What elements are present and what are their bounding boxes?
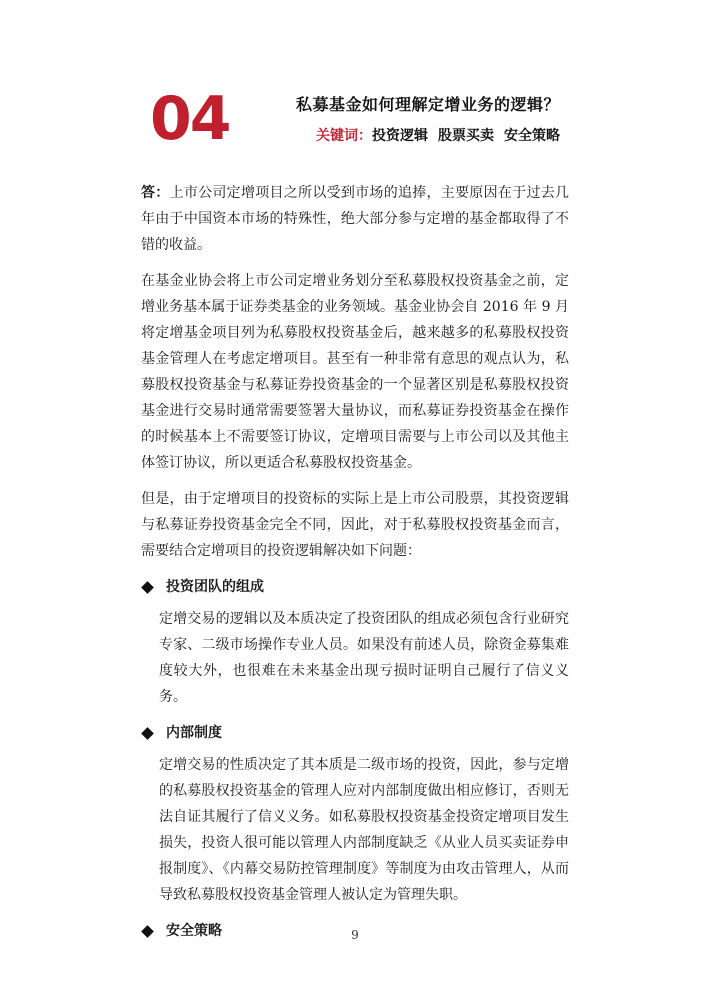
section-title: 投资团队的组成 — [166, 579, 264, 595]
keyword-1: 投资逻辑 — [372, 128, 428, 144]
section-text-team: 定增交易的逻辑以及本质决定了投资团队的组成必须包含行业研究专家、二级市场操作专业人员。如果没有前述人员，除资金募集难度较大外，也很难在未来基金出现亏损时证明自己履行了信义义务。 — [159, 611, 569, 705]
answer-paragraph — [141, 180, 569, 258]
section-title: 安全策略 — [166, 923, 222, 939]
page-number: 9 — [351, 928, 359, 942]
section-heading-internal-rules — [141, 720, 569, 746]
heading-block — [296, 94, 560, 146]
keywords-line — [296, 126, 560, 146]
answer-label: 答： — [141, 185, 170, 201]
chapter-number: 04 — [150, 84, 230, 154]
diamond-bullet-icon — [141, 727, 154, 740]
section-text-internal-rules: 定增交易的性质决定了其本质是二级市场的投资，因此，参与定增的私募股权投资基金的管理人应对内部制度做出相应修订，否则无法自证其履行了信义义务。如私募股权投资基金投资定增项目发生损失，投资人很可能以管理人内部制度缺乏《从业人员买卖证券申报制度》、《内幕交易防控管理制度》等制度为由攻击管理人，从而导致私募股权投资基金管理人被认定为管理失职。 — [159, 757, 569, 903]
paragraph-3: 但是，由于定增项目的投资标的实际上是上市公司股票，其投资逻辑与私募证券投资基金完全不同，因此，对于私募股权投资基金而言，需要结合定增项目的投资逻辑解决如下问题： — [141, 491, 569, 559]
section-title: 内部制度 — [166, 725, 222, 741]
keywords-label: 关键词： — [316, 128, 372, 144]
paragraph-2: 在基金业协会将上市公司定增业务划分至私募股权投资基金之前，定增业务基本属于证券类基金的业务领域。基金业协会自 2016 年 9 月将定增基金项目列为私募股权投资基金后，越来越多的私募股权投资基金管理人在考虑定增项目。甚至有一种非常有意思的观点认为，私募股权投资基金与私募证券投资基金的一个显著区别是私募股权投资基金进行交易时通常需要签署大量协议，而私募证券投资基金在操作的时候基本上不需要签订协议，定增项目需要与上市公司以及其他主体签订协议，所以更适合私募股权投资基金。 — [141, 273, 569, 471]
keyword-3: 安全策略 — [504, 128, 560, 144]
diamond-bullet-icon — [141, 581, 154, 594]
section-heading-team — [141, 574, 569, 600]
main-content — [141, 180, 569, 950]
keyword-2: 股票买卖 — [438, 128, 494, 144]
question-title: 私募基金如何理解定增业务的逻辑？ — [295, 95, 560, 114]
answer-text: 上市公司定增项目之所以受到市场的追捧，主要原因在于过去几年由于中国资本市场的特殊性，绝大部分参与定增的基金都取得了不错的收益。 — [141, 185, 570, 253]
